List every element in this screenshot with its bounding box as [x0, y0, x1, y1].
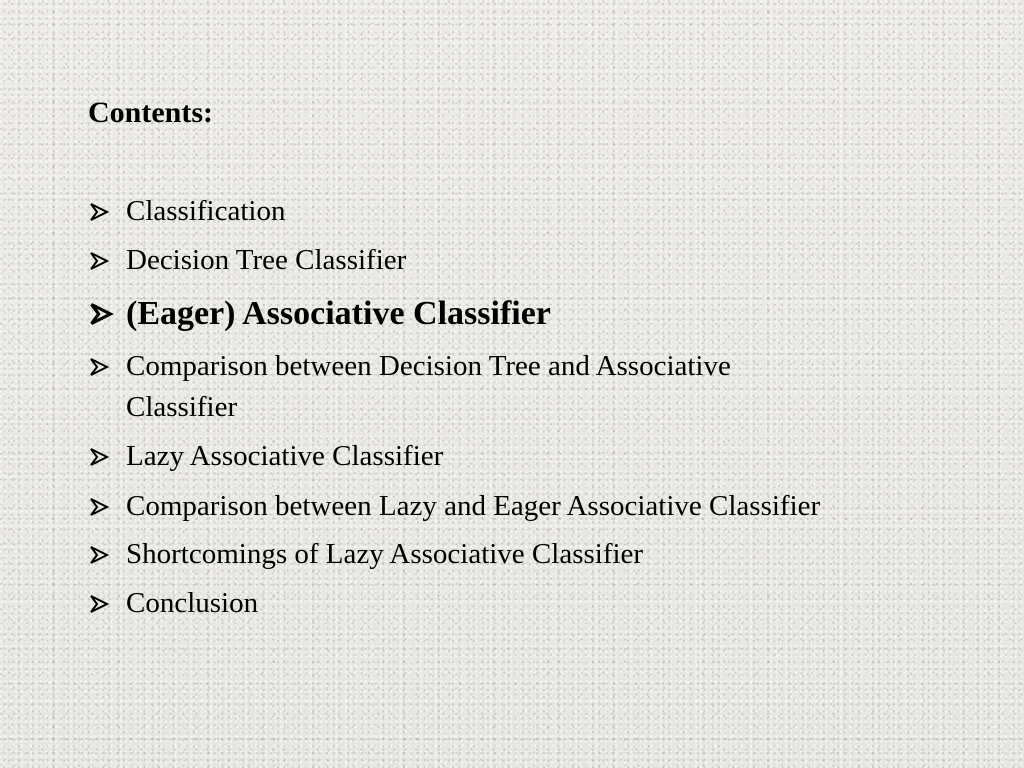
arrow-bullet-icon	[88, 240, 126, 281]
list-item-label: Conclusion	[126, 587, 259, 619]
list-item-conclusion	[88, 583, 968, 624]
arrow-bullet-icon	[88, 583, 126, 624]
list-item-decision-tree	[88, 240, 968, 281]
list-item-comparison-lazy-eager	[88, 486, 968, 527]
arrow-bullet-icon	[88, 486, 126, 527]
list-item-label: Shortcomings of Lazy Associative Classifier	[126, 538, 644, 570]
background-tile-line	[0, 700, 1024, 701]
list-item-comparison-dt-ac	[88, 346, 968, 428]
list-item-lazy-associative	[88, 436, 968, 477]
arrow-bullet-icon	[88, 534, 126, 575]
list-item-label: Comparison between Decision Tree and Associative Classifier	[126, 350, 731, 423]
list-item-eager-associative	[88, 292, 968, 336]
list-item-shortcomings	[88, 534, 968, 575]
list-item-label: Lazy Associative Classifier	[126, 440, 444, 472]
list-item-label: (Eager) Associative Classifier	[126, 295, 551, 332]
list-item-label: Decision Tree Classifier	[126, 244, 407, 276]
arrow-bullet-icon	[88, 346, 126, 387]
list-item-classification	[88, 191, 968, 232]
contents-heading: Contents:	[88, 96, 213, 129]
arrow-bullet-icon	[88, 292, 126, 336]
list-item-label: Comparison between Lazy and Eager Associative Classifier	[126, 490, 821, 522]
background-tile-line	[0, 175, 1024, 176]
arrow-bullet-icon	[88, 191, 126, 232]
arrow-bullet-icon	[88, 436, 126, 477]
list-item-label: Classification	[126, 195, 286, 227]
